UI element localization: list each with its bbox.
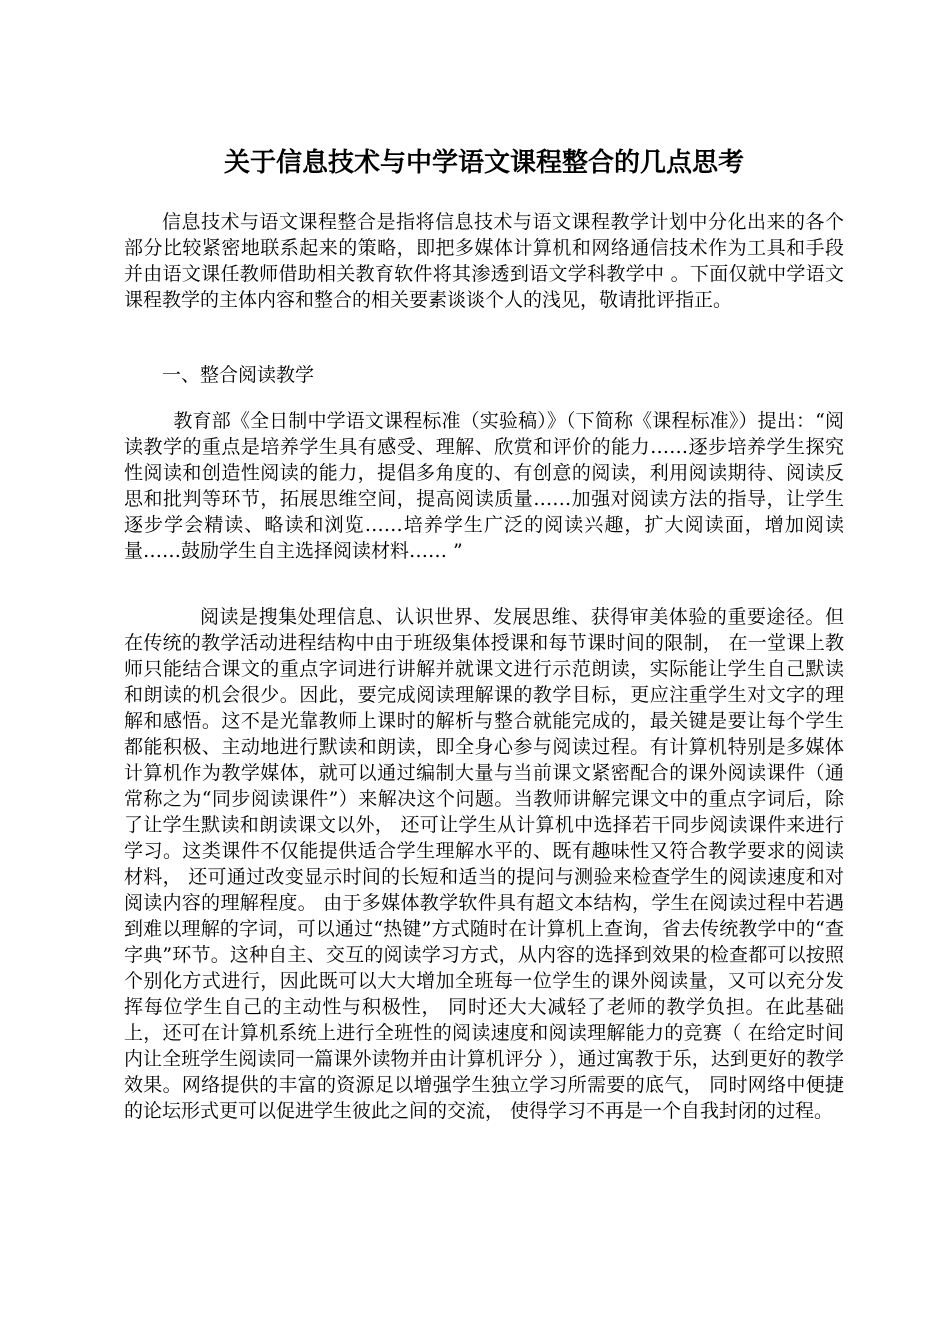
section-heading: 一、整合阅读教学 bbox=[162, 364, 315, 386]
body-paragraph: 阅读是搜集处理信息、认识世界、发展思维、获得审美体验的重要途径。但在传统的教学活动进程结构中由于班级集体授课和每节课时间的限制， 在一堂课上教师只能结合课文的重点字词进行讲解并就课文进行示范朗读，实际能让学生自己默读和朗读的机会很少。因此，要完成阅读理解课的教学目标，更应注重学生对文字的理解和感悟。这不是光靠教师上课时的解析与整合就能完成的，最关键是要让每个学生都能积极、主动地进行默读和朗读，即全身心参与阅读过程。有计算机特别是多媒体计算机作为教学媒体，就可以通过编制大量与当前课文紧密配合的课外阅读课件（通常称之为“同步阅读课件”）来解决这个问题。当教师讲解完课文中的重点字词后，除了让学生默读和朗读课文以外， 还可让学生从计算机中选择若干同步阅读课件来进行学习。这类课件不仅能提供适合学生理解水平的、既有趣味性又符合教学要求的阅读材料， 还可通过改变显示时间的长短和适当的提问与测验来检查学生的阅读速度和对阅读内容的理解程度。 由于多媒体教学软件具有超文本结构，学生在阅读过程中若遇到难以理解的字词，可以通过“热键”方式随时在计算机上查询，省去传统教学中的“查字典”环节。这种自主、交互的阅读学习方式，从内容的选择到效果的检查都可以按照个别化方式进行，因此既可以大大增加全班每一位学生的课外阅读量，又可以充分发挥每位学生自己的主动性与积极性， 同时还大大减轻了老师的教学负担。在此基础上，还可在计算机系统上进行全班性的阅读速度和阅读理解能力的竞赛（ 在给定时间内让全班学生阅读同一篇课外读物并由计算机评分 ），通过寓教于乐，达到更好的教学效果。网络提供的丰富的资源足以增强学生独立学习所需要的底气， 同时网络中便捷的论坛形式更可以促进学生彼此之间的交流， 使得学习不再是一个自我封闭的过程。 bbox=[124, 606, 844, 1122]
intro-paragraph: 信息技术与语文课程整合是指将信息技术与语文课程教学计划中分化出来的各个部分比较紧密地联系起来的策略，即把多媒体计算机和网络通信技术作为工具和手段并由语文课任教师借助相关教育软件将其渗透到语文学科教学中 。下面仅就中学语文课程教学的主体内容和整合的相关要素谈谈个人的浅见，敬请批评指正。 bbox=[124, 211, 844, 311]
quote-paragraph: 教育部《全日制中学语文课程标准（实验稿）》（下简称《课程标准》）提出：“阅读教学的重点是培养学生具有感受、理解、欣赏和评价的能力……逐步培养学生探究性阅读和创造性阅读的能力，提倡多角度的、有创意的阅读，利用阅读期待、阅读反思和批判等环节，拓展思维空间，提高阅读质量……加强对阅读方法的指导，让学生逐步学会精读、略读和浏览……培养学生广泛的阅读兴趣，扩大阅读面，增加阅读量……鼓励学生自主选择阅读材料…… ” bbox=[124, 410, 844, 562]
document-title: 关于信息技术与中学语文课程整合的几点思考 bbox=[223, 148, 744, 178]
